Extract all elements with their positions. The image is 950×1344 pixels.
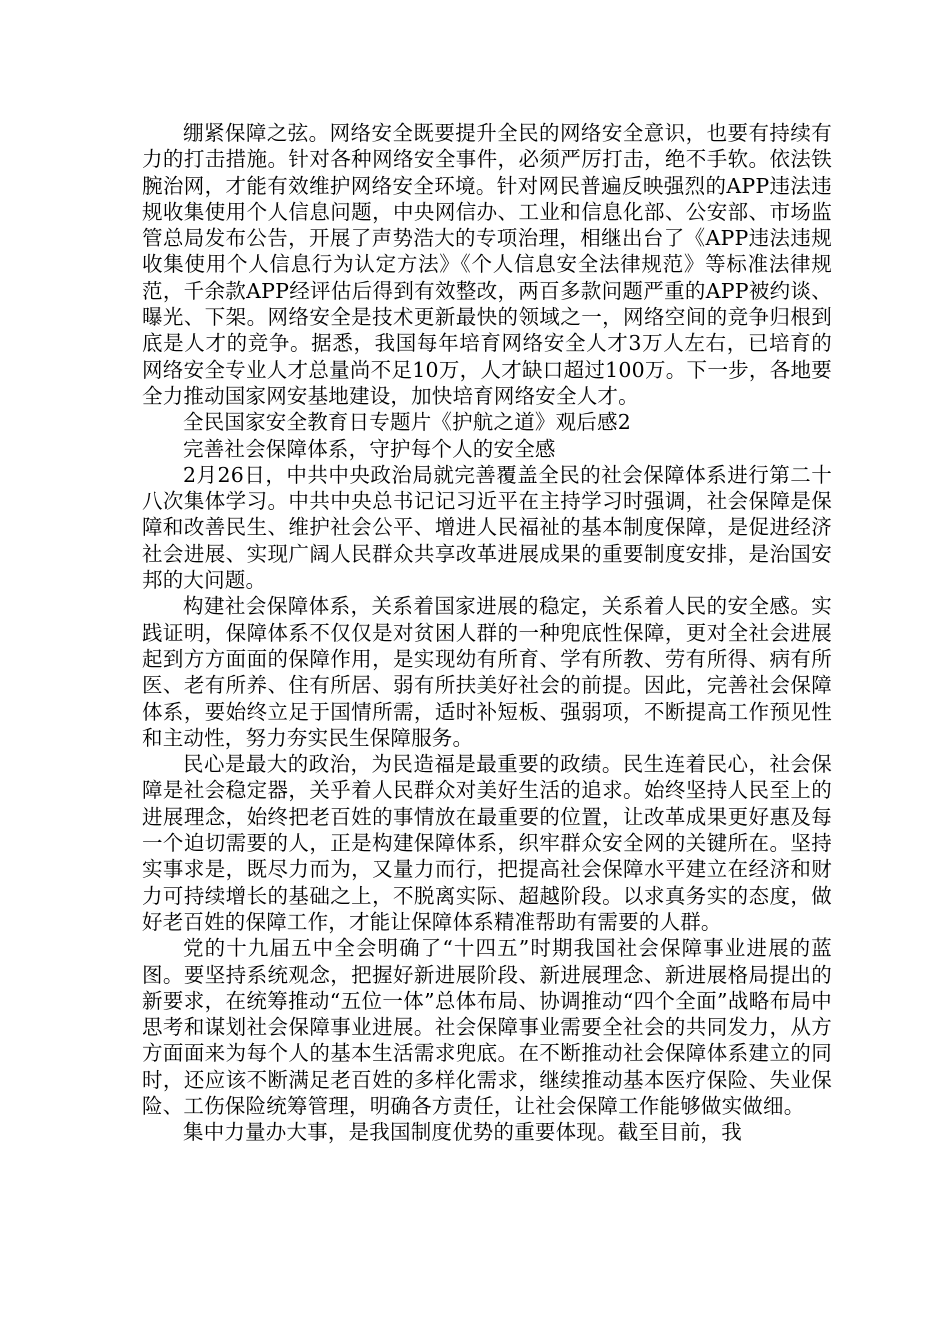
paragraph-stability: 构建社会保障体系，关系着国家进展的稳定，关系着人民的安全感。实践证明，保障体系不仅仅是对贫困人群的一种兜底性保障，更对全社会进展起到方方面面的保障作用，是实现幼有所育、学有所教、劳有所得、病有所医、老有所养、住有所居、弱有所扶美好社会的前提。因此，完善社会保障体系，要始终立足于国情所需，适时补短板、强弱项，不断提高工作预见性和主动性，努力夯实民生保障服务。 — [142, 594, 832, 750]
paragraph-five-year-plan: 党的十九届五中全会明确了“十四五”时期我国社会保障事业进展的蓝图。要坚持系统观念，把握好新进展阶段、新进展理念、新进展格局提出的新要求，在统筹推动“五位一体”总体布局、协调推动“四个全面”战略布局中思考和谋划社会保障事业进展。社会保障事业需要全社会的共同发力，从方方面面来为每个人的基本生活需求兜底。在不断推动社会保障体系建立的同时，还应该不断满足老百姓的多样化需求，继续推动基本医疗保险、失业保险、工伤保险统筹管理，明确各方责任，让社会保障工作能够做实做细。 — [142, 936, 832, 1118]
paragraph-network-security: 绷紧保障之弦。网络安全既要提升全民的网络安全意识，也要有持续有力的打击措施。针对各种网络安全事件，必须严厉打击，绝不手软。依法铁腕治网，才能有效维护网络安全环境。针对网民普遍反映强烈的APP违法违规收集使用个人信息问题，中央网信办、工业和信息化部、公安部、市场监管总局发布公告，开展了声势浩大的专项治理，相继出台了《APP违法违规收集使用个人信息行为认定方法》《个人信息安全法律规范》等标准法律规范，千余款APP经评估后得到有效整改，两百多款问题严重的APP被约谈、曝光、下架。网络安全是技术更新最快的领域之一，网络空间的竞争归根到底是人才的竞争。据悉，我国每年培育网络安全人才3万人左右，已培育的网络安全专业人才总量尚不足10万，人才缺口超过100万。下一步，各地要全力推动国家网安基地建设，加快培育网络安全人才。 — [142, 121, 832, 408]
article-title: 全民国家安全教育日专题片《护航之道》观后感2 — [183, 410, 631, 435]
paragraph-study-session: 2月26日，中共中央政治局就完善覆盖全民的社会保障体系进行第二十八次集体学习。中共中央总书记记习近平在主持学习时强调，社会保障是保障和改善民生、维护社会公平、增进人民福祉的基本制度保障，是促进经济社会进展、实现广阔人民群众共享改革进展成果的重要制度安排，是治国安邦的大问题。 — [142, 462, 832, 593]
paragraph-people-first: 民心是最大的政治，为民造福是最重要的政绩。民生连着民心，社会保障是社会稳定器，关乎着人民群众对美好生活的追求。始终坚持人民至上的进展理念，始终把老百姓的事情放在最重要的位置，让改革成果更好惠及每一个迫切需要的人，正是构建保障体系，织牢群众安全网的关键所在。坚持实事求是，既尽力而为，又量力而行，把提高社会保障水平建立在经济和财力可持续增长的基础之上，不脱离实际、超越阶段。以求真务实的态度，做好老百姓的保障工作，才能让保障体系精准帮助有需要的人群。 — [142, 752, 832, 934]
article-subtitle: 完善社会保障体系，守护每个人的安全感 — [183, 436, 556, 461]
paragraph-institutional-advantage: 集中力量办大事，是我国制度优势的重要体现。截至目前，我 — [183, 1120, 742, 1145]
document-body — [142, 120, 832, 1146]
